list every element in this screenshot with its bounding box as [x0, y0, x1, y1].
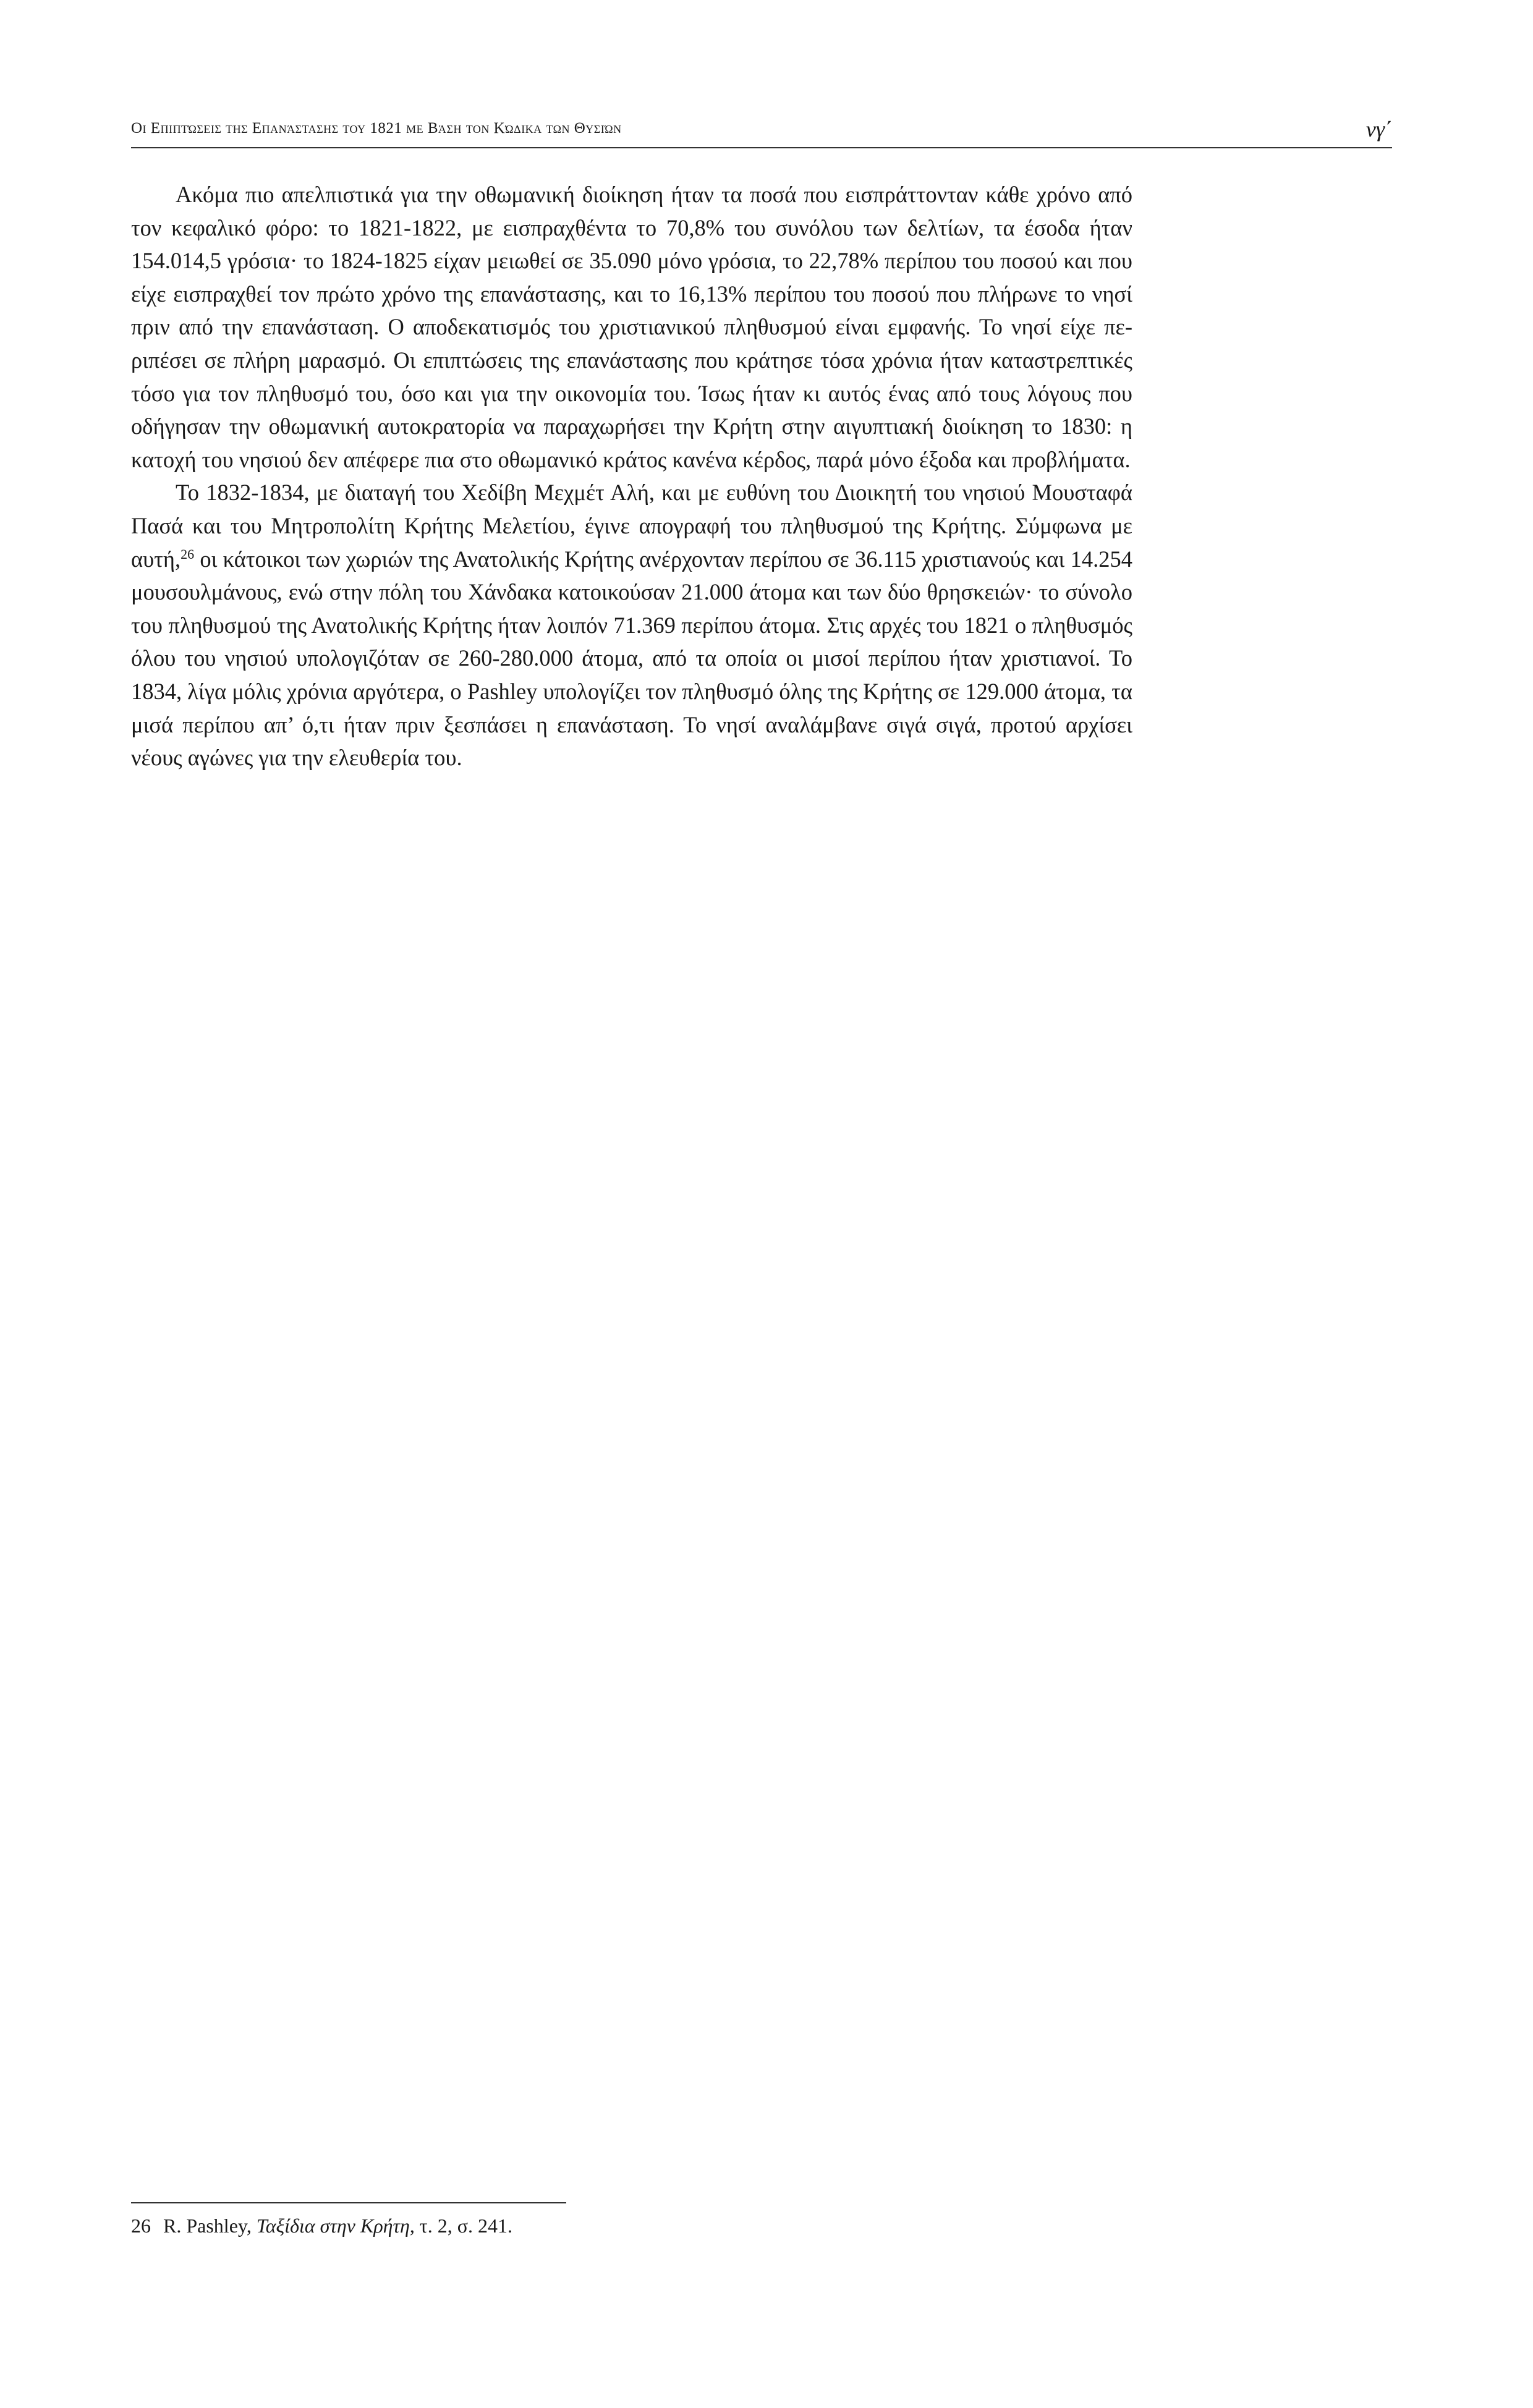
- footnote-rule: [131, 2202, 566, 2203]
- paragraph-2-text-start: Το 1832-1834, με διαταγή του Χεδίβη Μεχμέτ Αλή, και με ευθύνη του Διοικητή του νησιού Μουσταφά Πασά και του Μητροπολίτη Κρήτης Μελετίου, έγινε απογραφή του πληθυσμού της Κρήτης. Σύμφωνα με αυτή,: [131, 480, 1132, 572]
- footnote-number: 26: [131, 2215, 151, 2237]
- body-text: [131, 178, 1132, 774]
- paragraph-2: [131, 476, 1132, 774]
- paragraph-1: Ακόμα πιο απελπιστικά για την οθωμανική διοίκηση ήταν τα ποσά που εισπράττονταν κάθε χρόνο από τον κεφαλικό φόρο: το 1821-1822, με εισπραχθέντα το 70,8% του συνόλου των δελτίων, τα έσοδα ήταν 154.014,5 γρόσια· το 1824-1825 είχαν μειωθεί σε 35.090 μόνο γρόσια, το 22,78% περίπου του ποσού και που είχε εισπραχθεί τον πρώτο χρόνο της επανάστασης, και το 16,13% περίπου του ποσού που πλήρωνε το νησί πριν από την επανάσταση. Ο αποδεκατισμός του χριστιανικού πληθυσμού είναι εμφανής. Το νησί είχε περιπέσει σε πλήρη μαρασμό. Οι επιπτώσεις της επανάστασης που κράτησε τόσα χρόνια ήταν καταστρεπτικές τόσο για τον πληθυσμό του, όσο και για την οικονομία του. Ίσως ήταν κι αυτός ένας από τους λόγους που οδήγησαν την οθωμανική αυτοκρατορία να παραχωρήσει την Κρήτη στην αιγυπτιακή διοίκηση το 1830: η κατοχή του νησιού δεν απέφερε πια στο οθωμανικό κράτος κανένα κέρδος, παρά μόνο έξοδα και προβλήματα.: [131, 182, 1132, 472]
- running-head: [131, 116, 1392, 147]
- footnote-author: R. Pashley,: [163, 2215, 252, 2237]
- footnote-title: Ταξίδια στην Κρήτη: [256, 2215, 410, 2237]
- footnote-reference[interactable]: 26: [180, 546, 195, 562]
- running-title: Οι Επιπτώσεις της Επανάστασης του 1821 με Βάση τον Κώδικα των Θυσιών: [131, 120, 622, 137]
- footnote: [131, 2213, 512, 2239]
- footnote-details: , τ. 2, σ. 241.: [409, 2215, 512, 2237]
- page-number: νγ΄: [1365, 117, 1392, 142]
- paragraph-2-text-end: οι κάτοικοι των χωριών της Ανατολικής Κρήτης ανέρχονταν περίπου σε 36.115 χριστιανούς και 14.254 μουσουλμάνους, ενώ στην πόλη του Χάνδακα κατοικούσαν 21.000 άτομα και των δύο θρησκειών· το σύνολο του πληθυσμού της Ανατολικής Κρήτης ήταν λοιπόν 71.369 περίπου άτομα. Στις αρχές του 1821 ο πληθυσμός όλου του νησιού υπολογιζόταν σε 260-280.000 άτομα, από τα οποία οι μισοί περίπου ήταν χριστιανοί. Το 1834, λίγα μόλις χρόνια αργότερα, ο Pashley υπολογίζει τον πληθυσμό όλης της Κρήτης σε 129.000 άτομα, τα μισά περίπου απ’ ό,τι ήταν πριν ξεσπάσει η επανάσταση. Το νησί αναλάμβανε σιγά σιγά, προτού αρχίσει νέους αγώνες για την ελευθερία του.: [131, 546, 1132, 771]
- header-rule: [131, 147, 1392, 148]
